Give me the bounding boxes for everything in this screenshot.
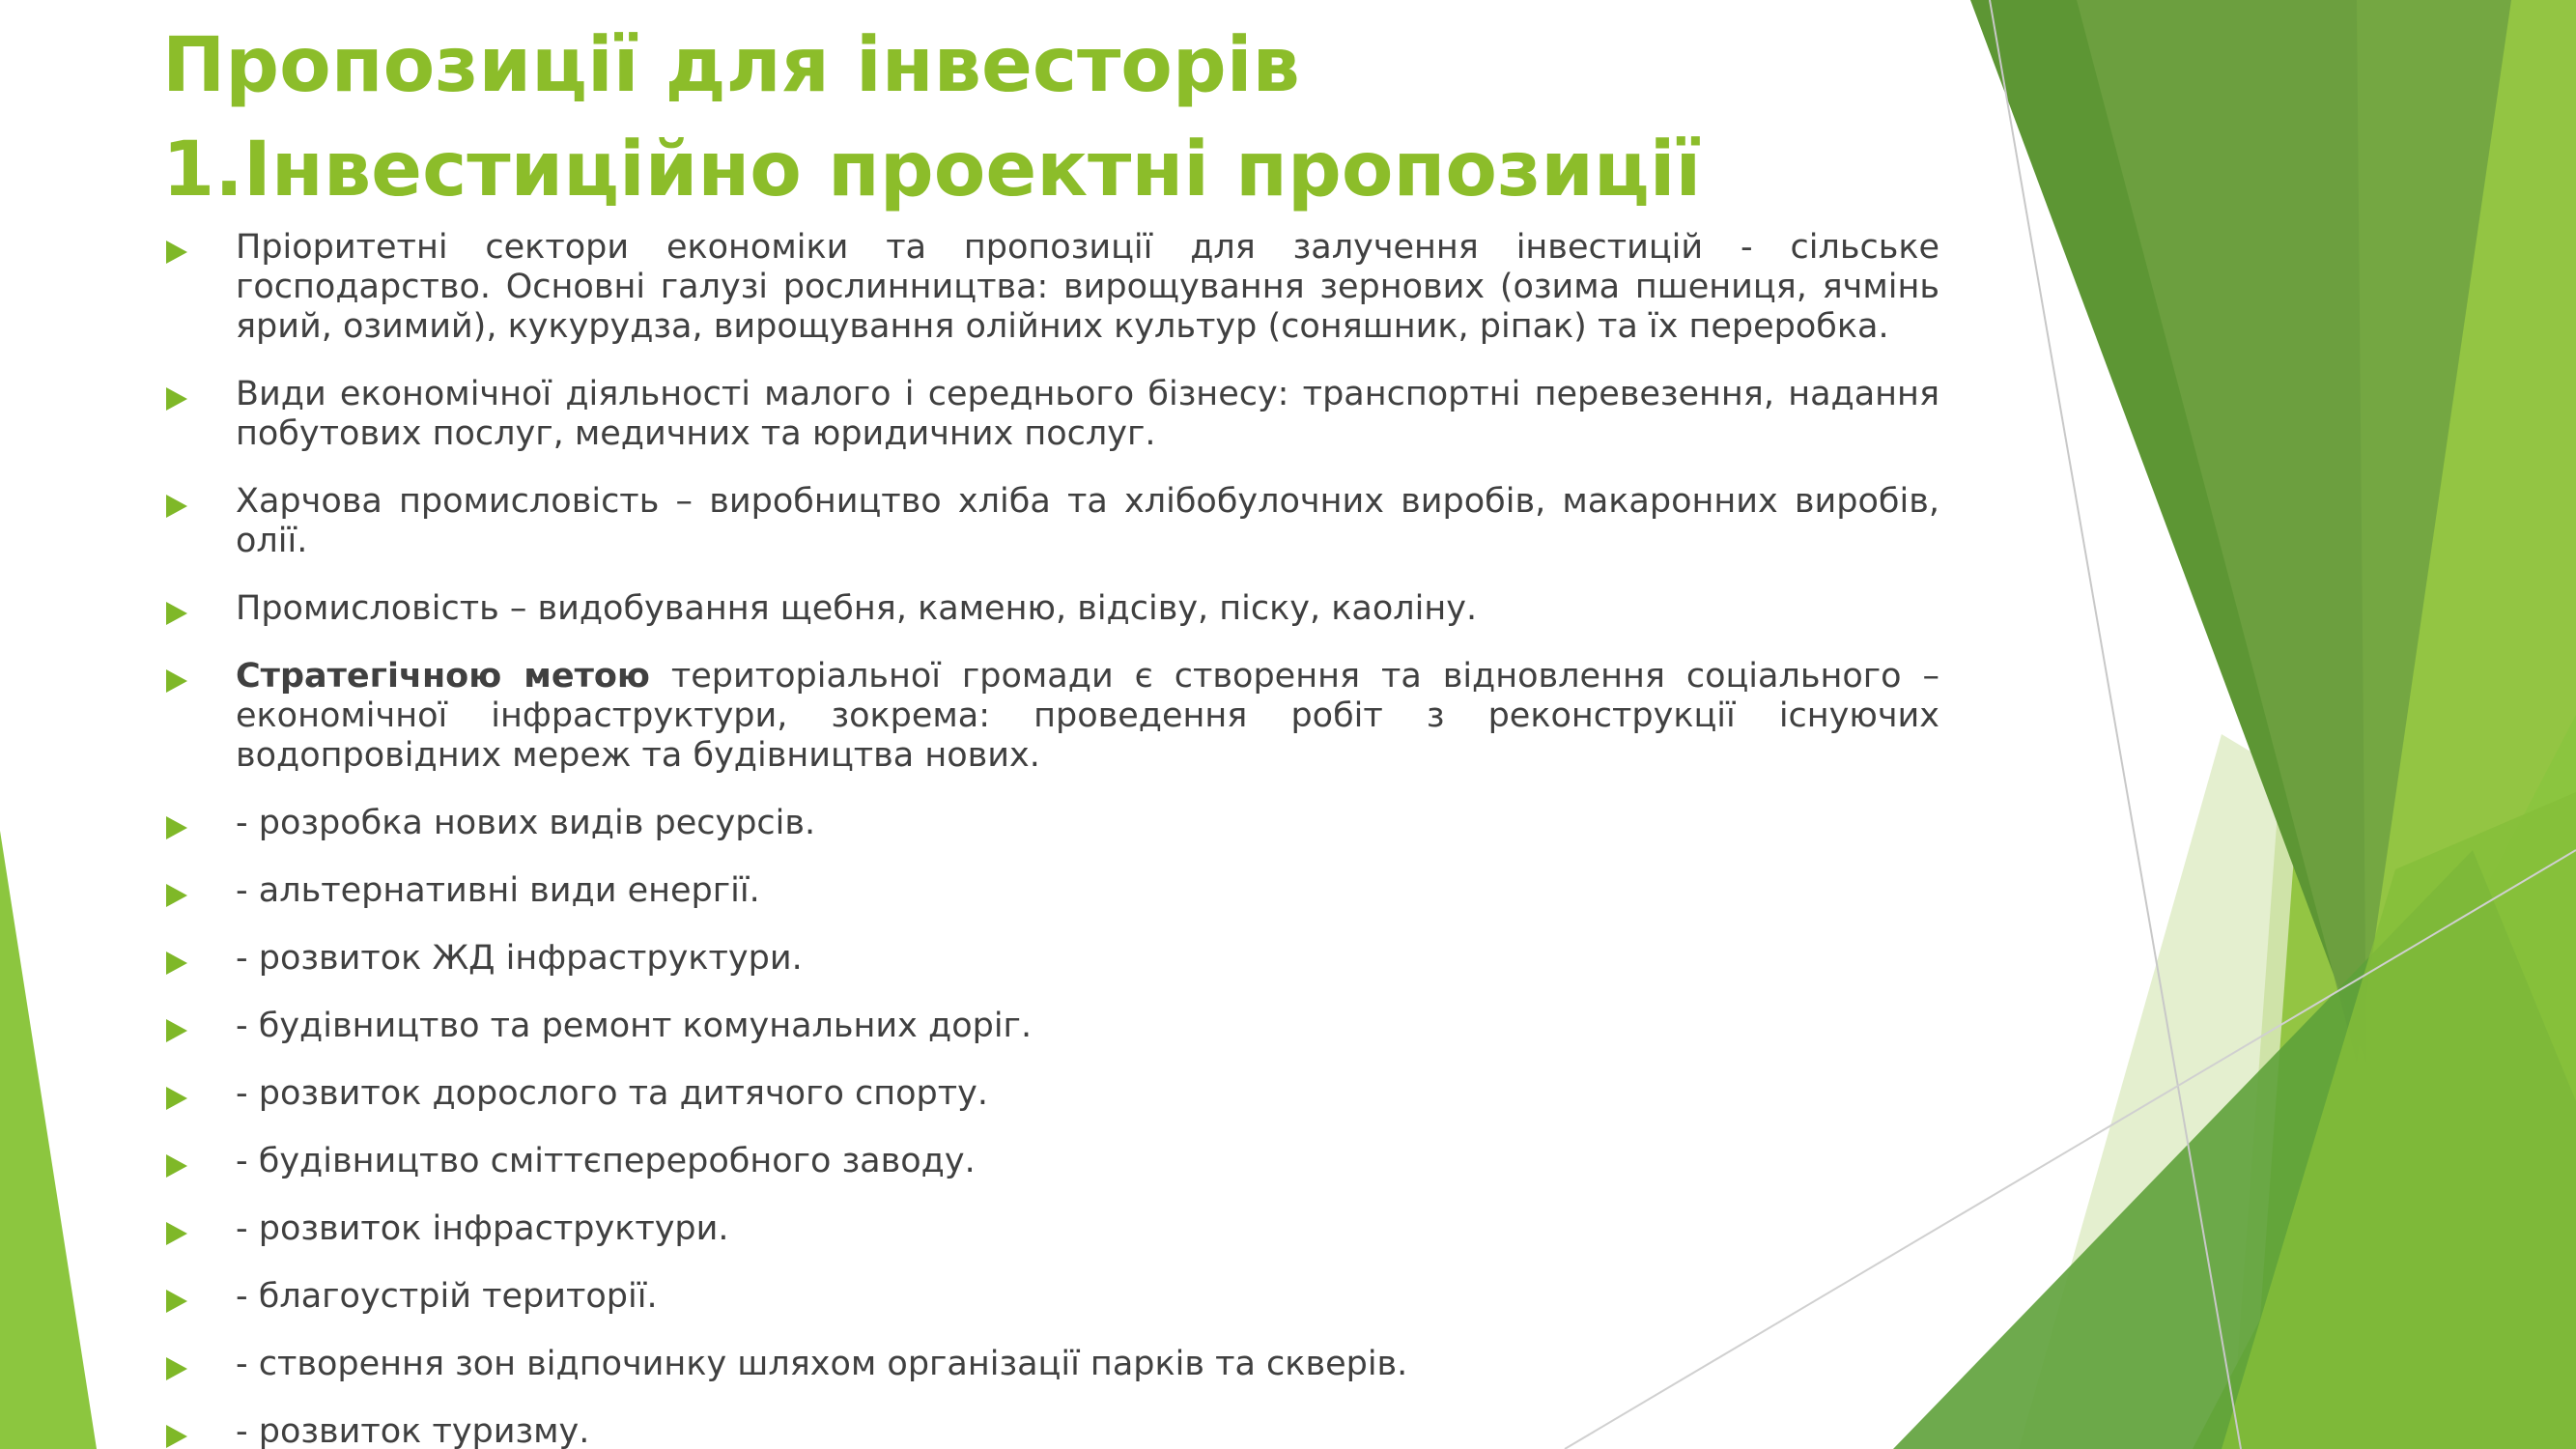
bullet-item: [162, 871, 1939, 911]
bullet-item: [162, 804, 1939, 843]
bullet-item: [162, 589, 1939, 629]
slide-title-line2: 1.Інвестиційно проектні пропозиції: [162, 127, 1702, 213]
left-green-sliver: [0, 831, 97, 1449]
bullet-item: [162, 657, 1939, 776]
triangle-right-icon: [166, 1019, 187, 1042]
triangle-right-icon: [166, 1087, 187, 1110]
bullet-text: - розвиток інфраструктури.: [236, 1209, 729, 1248]
bullet-text: [236, 657, 1939, 776]
bullet-bold-lead: Стратегічною метою: [236, 657, 650, 696]
bullet-item: [162, 1412, 1939, 1449]
triangle-right-icon: [166, 602, 187, 625]
bullet-text: - розробка нових видів ресурсів.: [236, 804, 816, 842]
bullet-item: [162, 375, 1939, 454]
triangle-right-icon: [166, 495, 187, 518]
triangle-right-icon: [166, 1222, 187, 1245]
slide-title: [162, 14, 1997, 222]
bullet-text: Харчова промисловість – виробництво хліба та хлібобулочних виробів, макаронних виробів, олії.: [236, 482, 1939, 560]
bullet-text: - розвиток туризму.: [236, 1412, 590, 1449]
triangle-right-icon: [166, 1290, 187, 1313]
bullet-item: [162, 1142, 1939, 1181]
bullet-text-rest: територіальної громади є створення та відновлення соціального – економічної інфраструктури, зокрема: проведення робіт з реконструкції існуючих водопровідних мереж та будівництва нових.: [236, 657, 1940, 775]
triangle-right-icon: [166, 669, 187, 693]
bullet-text: - будівництво та ремонт комунальних доріг.: [236, 1007, 1033, 1045]
bullet-item: [162, 939, 1939, 979]
bullet-item: [162, 1345, 1939, 1384]
bullet-text: - благоустрій території.: [236, 1277, 658, 1316]
bullet-text: - будівництво сміттєпереробного заводу.: [236, 1142, 976, 1180]
bullet-item: [162, 228, 1939, 347]
bullet-text: - розвиток ЖД інфраструктури.: [236, 939, 803, 978]
bullet-item: [162, 1074, 1939, 1114]
slide-title-line1: Пропозиції для інвесторів: [162, 22, 1300, 109]
triangle-right-icon: [166, 1154, 187, 1178]
bullet-text: Пріоритетні сектори економіки та пропозиції для залучення інвестицій - сільське господарство. Основні галузі рослинництва: вирощування зернових (озима пшениця, ячмінь ярий, озимий), кукурудза, вирощування олійних культур (соняшник, ріпак) та їх переробка.: [236, 228, 1939, 346]
bullet-text: Види економічної діяльності малого і середнього бізнесу: транспортні перевезення, надання побутових послуг, медичних та юридичних послуг.: [236, 375, 1939, 453]
bullet-item: [162, 1209, 1939, 1249]
triangle-right-icon: [166, 884, 187, 907]
triangle-right-icon: [166, 816, 187, 839]
triangle-right-icon: [166, 241, 187, 264]
bullet-item: [162, 482, 1939, 561]
triangle-right-icon: [166, 387, 187, 411]
triangle-right-icon: [166, 1357, 187, 1380]
triangle-right-icon: [166, 1425, 187, 1448]
bullet-text: - альтернативні види енергії.: [236, 871, 760, 910]
bullet-item: [162, 1007, 1939, 1046]
bullet-text: - розвиток дорослого та дитячого спорту.: [236, 1074, 988, 1113]
bullet-item: [162, 1277, 1939, 1317]
bullet-text: Промисловість – видобування щебня, каменю, відсіву, піску, каоліну.: [236, 589, 1478, 628]
triangle-right-icon: [166, 952, 187, 975]
bullet-list: [162, 228, 1939, 1449]
bullet-text: - створення зон відпочинку шляхом організації парків та скверів.: [236, 1345, 1408, 1383]
